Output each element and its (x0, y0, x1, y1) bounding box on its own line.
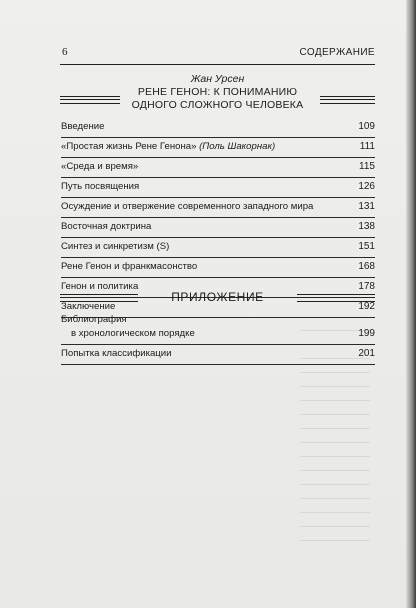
toc-entry-label-top: Библиография (61, 314, 127, 325)
toc-entry[interactable] (61, 238, 375, 258)
toc-entry-label: Генон и политика (61, 281, 139, 292)
toc-entry-label: Осуждение и отвержение современного западного мира (61, 201, 314, 212)
page-edge-shadow (406, 0, 416, 608)
toc-entry-label-text: «Простая жизнь Рене Генона» (61, 141, 200, 152)
toc-entry-page: 138 (358, 221, 375, 232)
toc-entry-label (61, 138, 275, 156)
toc-entry-label: Рене Генон и франкмасонство (61, 261, 198, 272)
toc-entry-label: Синтез и синкретизм (S) (61, 241, 170, 252)
toc-entry-page: 111 (359, 141, 375, 152)
toc-entry-page: 115 (359, 161, 375, 172)
toc-entry-page: 131 (358, 201, 375, 212)
toc-entry-page: 126 (358, 181, 375, 192)
toc-entry-page: 151 (358, 241, 375, 252)
appendix-heading: ПРИЛОЖЕНИЕ (171, 290, 264, 304)
toc-entry-page: 201 (358, 348, 375, 359)
toc-entry-label: Путь посвящения (61, 181, 140, 192)
toc-entry-label: в хронологическом порядке (71, 328, 195, 339)
toc-entry-label: «Среда и время» (61, 161, 139, 172)
appendix-contents (61, 310, 375, 365)
toc-entry[interactable] (61, 118, 375, 138)
running-head: СОДЕРЖАНИЕ (299, 47, 375, 58)
table-of-contents (61, 118, 375, 318)
toc-entry-label: Восточная доктрина (61, 221, 152, 232)
appendix-heading-block (60, 290, 375, 306)
appendix-rule-right (297, 294, 375, 302)
toc-entry-page: 168 (358, 261, 375, 272)
toc-entry[interactable] (61, 218, 375, 238)
toc-entry[interactable] (61, 345, 375, 365)
toc-entry[interactable] (61, 178, 375, 198)
toc-entry-page: 109 (358, 121, 375, 132)
toc-entry-page: 178 (358, 281, 375, 292)
page-header (60, 46, 375, 65)
toc-entry[interactable] (61, 158, 375, 178)
toc-entry-page: 199 (358, 328, 375, 339)
toc-entry-label: Введение (61, 121, 105, 132)
toc-entry-label-italic: (Поль Шакорнак) (199, 141, 276, 152)
page-number: 6 (62, 46, 68, 58)
section-author: Жан Урсен (190, 73, 245, 85)
toc-entry[interactable] (61, 310, 375, 345)
toc-entry-label: Заключение (61, 301, 116, 312)
toc-entry[interactable] (61, 138, 375, 158)
section-title-line-1: РЕНЕ ГЕНОН: К ПОНИМАНИЮ (137, 86, 298, 98)
toc-entry-page: 192 (358, 301, 375, 312)
toc-entry[interactable] (61, 258, 375, 278)
toc-entry[interactable] (61, 198, 375, 218)
toc-entry-label: Попытка классификации (61, 348, 172, 359)
section-title-line-2: ОДНОГО СЛОЖНОГО ЧЕЛОВЕКА (131, 99, 304, 111)
